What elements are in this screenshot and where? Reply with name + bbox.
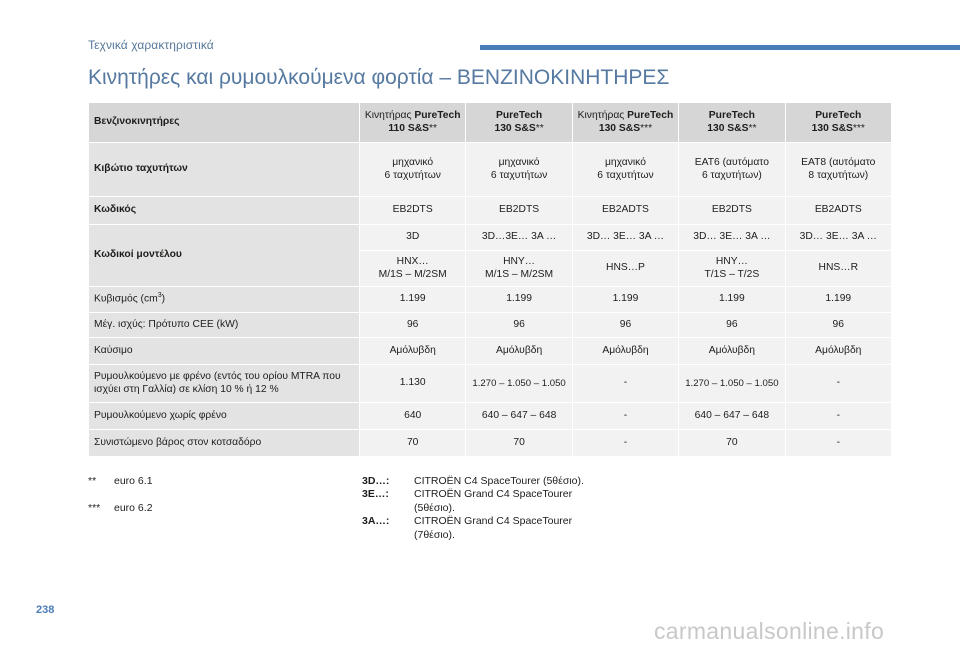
table-row-gearbox xyxy=(89,143,892,197)
page-number: 238 xyxy=(36,604,55,616)
table-cell: 3D… 3E… 3A … xyxy=(785,225,891,251)
table-cell: μηχανικό 6 ταχυτήτων xyxy=(466,143,572,197)
table-header-row xyxy=(89,103,892,143)
row-label: Καύσιμο xyxy=(89,338,360,365)
engine-column-header: PureTech 130 S&S** xyxy=(466,103,572,143)
table-cell: EB2ADTS xyxy=(572,197,678,225)
table-cell: Αμόλυβδη xyxy=(679,338,785,365)
table-cell: 640 – 647 – 648 xyxy=(466,403,572,430)
table-cell: EB2DTS xyxy=(679,197,785,225)
footnote: *** euro 6.2 xyxy=(88,501,153,514)
table-cell: 1.199 xyxy=(360,287,466,313)
table-cell: 96 xyxy=(572,313,678,338)
header-label: Βενζινοκινητήρες xyxy=(89,103,360,143)
table-cell: 1.270 – 1.050 – 1.050 xyxy=(466,365,572,403)
table-cell: - xyxy=(572,430,678,457)
table-cell: 3D… 3E… 3A … xyxy=(679,225,785,251)
table-cell: 96 xyxy=(679,313,785,338)
row-label: Κωδικοί μοντέλου xyxy=(89,225,360,287)
engine-column-header: PureTech 130 S&S** xyxy=(679,103,785,143)
table-cell: Αμόλυβδη xyxy=(572,338,678,365)
row-label: Ρυμουλκούμενο με φρένο (εντός του ορίου MTRA που ισχύει στη Γαλλία) σε κλίση 10 % ή 12 % xyxy=(89,365,360,403)
table-cell: - xyxy=(572,403,678,430)
table-cell: HNY… M/1S – M/2SM xyxy=(466,251,572,287)
table-cell: 1.130 xyxy=(360,365,466,403)
table-cell: 3D…3E… 3A … xyxy=(466,225,572,251)
table-cell: Αμόλυβδη xyxy=(785,338,891,365)
table-cell: EAT8 (αυτόματο 8 ταχυτήτων) xyxy=(785,143,891,197)
row-label: Κυβισμός $(cm^3)$ xyxy=(89,287,360,313)
engine-spec-table xyxy=(88,102,892,457)
table-row-braked-trailer xyxy=(89,365,892,403)
footnote: 3D…: CITROËN C4 SpaceTourer (5θέσιο). xyxy=(362,475,584,487)
table-cell: 640 xyxy=(360,403,466,430)
engine-column-header: PureTech 130 S&S*** xyxy=(785,103,891,143)
row-label: Μέγ. ισχύς: Πρότυπο CEE (kW) xyxy=(89,313,360,338)
section-label: Τεχνικά χαρακτηριστικά xyxy=(88,38,214,52)
table-row-power xyxy=(89,313,892,338)
table-cell: Αμόλυβδη xyxy=(360,338,466,365)
table-cell: Αμόλυβδη xyxy=(466,338,572,365)
table-cell: 1.199 xyxy=(679,287,785,313)
table-cell: EB2DTS xyxy=(360,197,466,225)
footnote: 3E…: CITROËN Grand C4 SpaceTourer (5θέσιο). xyxy=(362,488,573,514)
table-row-unbraked-trailer xyxy=(89,403,892,430)
table-row-fuel xyxy=(89,338,892,365)
table-cell: EB2DTS xyxy=(466,197,572,225)
footnotes-euro xyxy=(88,475,153,528)
table-cell: μηχανικό 6 ταχυτήτων xyxy=(360,143,466,197)
table-cell: - xyxy=(785,403,891,430)
table-cell: - xyxy=(572,365,678,403)
table-cell: 96 xyxy=(360,313,466,338)
table-cell: EAT6 (αυτόματο 6 ταχυτήτων) xyxy=(679,143,785,197)
table-cell: EB2ADTS xyxy=(785,197,891,225)
table-row-model-codes xyxy=(89,225,892,251)
engine-column-header: Κινητήρας PureTech 110 S&S** xyxy=(360,103,466,143)
table-cell: 1.270 – 1.050 – 1.050 xyxy=(679,365,785,403)
footnote: ** euro 6.1 xyxy=(88,475,153,487)
footnote: 3A…: CITROËN Grand C4 SpaceTourer (7θέσιο). xyxy=(362,515,573,541)
section-accent-bar xyxy=(480,45,960,50)
table-cell: 1.199 xyxy=(466,287,572,313)
row-label: Κωδικός xyxy=(89,197,360,225)
table-row-nose-weight xyxy=(89,430,892,457)
row-label: Κιβώτιο ταχυτήτων xyxy=(89,143,360,197)
table-cell: 70 xyxy=(360,430,466,457)
engine-column-header: Κινητήρας PureTech 130 S&S*** xyxy=(572,103,678,143)
table-cell: 70 xyxy=(466,430,572,457)
table-cell: 3D… 3E… 3A … xyxy=(572,225,678,251)
row-label: Συνιστώμενο βάρος στον κοτσαδόρο xyxy=(89,430,360,457)
table-cell: 3D xyxy=(360,225,466,251)
table-cell: 1.199 xyxy=(572,287,678,313)
table-cell: HNS…P xyxy=(572,251,678,287)
table-cell: 96 xyxy=(785,313,891,338)
page-title: Κινητήρες και ρυμουλκούμενα φορτία – ΒΕΝΖΙΝΟΚΙΝΗΤΗΡΕΣ xyxy=(88,66,670,89)
table-cell: HNS…R xyxy=(785,251,891,287)
table-cell: 1.199 xyxy=(785,287,891,313)
table-row-code xyxy=(89,197,892,225)
table-cell: μηχανικό 6 ταχυτήτων xyxy=(572,143,678,197)
table-row-displacement xyxy=(89,287,892,313)
table-cell: HNY… T/1S – T/2S xyxy=(679,251,785,287)
table-cell: - xyxy=(785,365,891,403)
row-label: Ρυμουλκούμενο χωρίς φρένο xyxy=(89,403,360,430)
table-cell: 70 xyxy=(679,430,785,457)
table-cell: HNX… M/1S – M/2SM xyxy=(360,251,466,287)
table-cell: - xyxy=(785,430,891,457)
table-cell: 640 – 647 – 648 xyxy=(679,403,785,430)
watermark: carmanualsonline.info xyxy=(654,618,885,644)
footnotes-models xyxy=(362,475,614,542)
table-cell: 96 xyxy=(466,313,572,338)
